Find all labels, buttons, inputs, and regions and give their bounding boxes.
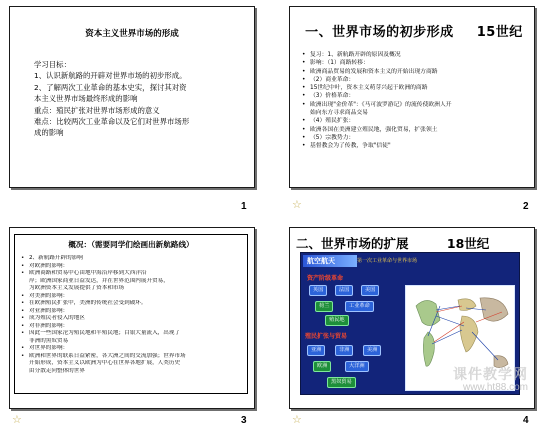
list-item: • 15世纪中叶，资本主义萌芽兴起于欧洲的商路 (302, 84, 528, 92)
diagram-node: 大洋洲 (345, 361, 369, 372)
diagram-node: 欧洲 (313, 361, 331, 372)
list-item: • 在欧洲殖民扩张中，美洲的传统社会受到破坏。 (21, 300, 243, 308)
list-item-continuation: 为欧洲资本主义发展提供了资本和市场 (29, 285, 125, 291)
list-item: • 欧洲商品贸易的发展和资本主义的开始出现方商路 (302, 68, 528, 76)
list-item-continuation: 由分散走向整体的世界 (29, 367, 85, 374)
transition-star-icon: ☆ (12, 413, 22, 426)
slide-2-bullets (302, 51, 528, 151)
slide-thumbnail-3[interactable] (9, 227, 255, 409)
diagram-node: 亚洲 (307, 345, 325, 356)
list-item-continuation: 始向东方寻求商品交易 (310, 110, 368, 117)
slide-3-title: 概况：（需要同学们绘画出新航路线） (68, 240, 194, 249)
slide-thumbnail-2[interactable] (289, 6, 535, 188)
slide-1-body (34, 59, 244, 139)
list-item: • （3）价格革命： (302, 92, 528, 100)
list-item: • 对非洲的影响： (21, 323, 243, 331)
diagram-node: 英国 (309, 285, 327, 296)
list-item: • 影响：（1）商路转移： (302, 59, 528, 67)
slide-number-2: 2 (523, 201, 529, 212)
slide-number-3: 3 (241, 415, 247, 426)
list-item: • 欧洲和世界的联系日益紧密，各大洲之间的交流加强；世界市场 (21, 353, 243, 361)
slide-4-century: 18世纪 (446, 236, 490, 251)
slide-2-heading: 一、世界市场的初步形成 (305, 25, 454, 40)
list-item: • 因此一些国家沦为殖民地和半殖民地；白银大量流入，出现了 (21, 330, 243, 338)
map-header: 第一次工业革命与世界市场 (357, 258, 418, 264)
watermark-url: www.ht88.com (462, 382, 528, 393)
slide-number-4: 4 (523, 415, 529, 426)
body-line: 难点：比较两次工业革命以及它们对世界市场形 (34, 117, 190, 127)
list-item: • 欧洲各国在美洲建立殖民地，强化贸易，扩张领土 (302, 126, 528, 134)
slide-3-bullets (21, 255, 243, 375)
slide-number-1: 1 (241, 201, 247, 212)
list-item: • （2）商业革命： (302, 76, 528, 84)
list-item: • 对亚洲的影响： (21, 308, 243, 316)
list-item: • （4）殖民扩张： (302, 117, 528, 125)
list-item: • 复习：1、新航路开辟的原因及概况 (302, 51, 528, 59)
diagram-node: 荷兰 (315, 301, 333, 312)
map-label-mid: 殖民扩张与贸易 (305, 333, 348, 340)
body-line: 1、认识新航路的开辟对世界市场的初步形成。 (34, 71, 187, 81)
body-line: 2、了解两次工业革命的基本史实，探讨其对资 (34, 82, 187, 92)
body-line: 成的影响 (34, 128, 64, 138)
diagram-node: 黑奴贸易 (327, 377, 356, 388)
diagram-node: 法国 (335, 285, 353, 296)
map-label-top: 资产阶级革命 (307, 275, 344, 282)
watermark-text: 课件教学网 (453, 366, 528, 382)
diagram-node: 非洲 (335, 345, 353, 356)
list-item: • 对世界的影响： (21, 345, 243, 353)
diagram-node: 美国 (361, 285, 379, 296)
list-item: • 对美洲的影响： (21, 293, 243, 301)
slide-4-heading: 二、世界市场的扩展 (296, 236, 409, 251)
transition-star-icon: ☆ (292, 413, 302, 426)
list-item: • 基督教会为了传教，争取"信徒" (302, 142, 528, 150)
list-item: • 欧洲商路和贸易中心由地中海沿岸移到大西洋沿 (21, 270, 243, 278)
slide-thumbnail-1[interactable] (9, 6, 255, 188)
list-item: • 欧洲出现"金价革"：《马可波罗游记》的流传使欧洲人开 (302, 101, 528, 109)
transition-star-icon: ☆ (292, 198, 302, 211)
slide-2-century: 15世纪 (476, 25, 523, 40)
diagram-node: 殖民地 (325, 315, 349, 326)
body-line: 重点：殖民扩张对世界市场形成的意义 (34, 105, 160, 115)
diagram-node: 工业革命 (345, 301, 374, 312)
list-item: • 对欧洲的影响： (21, 263, 243, 271)
list-item-continuation: 非洲的黑奴贸易 (29, 337, 69, 344)
list-item-continuation: 岸；欧洲国家商业日益发达，并在世界范围内展开贸易， (29, 277, 169, 284)
body-line: 本主义世界市场最终形成的影响 (34, 94, 138, 104)
map-banner: 航空航天 (303, 255, 357, 267)
body-line: 学习目标： (34, 60, 71, 69)
slide-thumbnail-4[interactable] (289, 227, 535, 409)
slide-4-title (296, 234, 534, 252)
slide-1-title: 资本主义世界市场的形成 (85, 29, 179, 39)
diagram-node: 美洲 (363, 345, 381, 356)
list-item: • 2、新航路开辟的影响 (21, 255, 243, 263)
list-item-continuation: 开始形成，资本主义以欧洲为中心在世界各地扩展，人类历史 (29, 360, 181, 366)
slide-2-title (294, 21, 534, 40)
list-item: • （5）宗教势力： (302, 134, 528, 142)
list-item: • 成为殖民者侵入的地区 (21, 315, 243, 323)
slide-3-frame (14, 234, 248, 394)
